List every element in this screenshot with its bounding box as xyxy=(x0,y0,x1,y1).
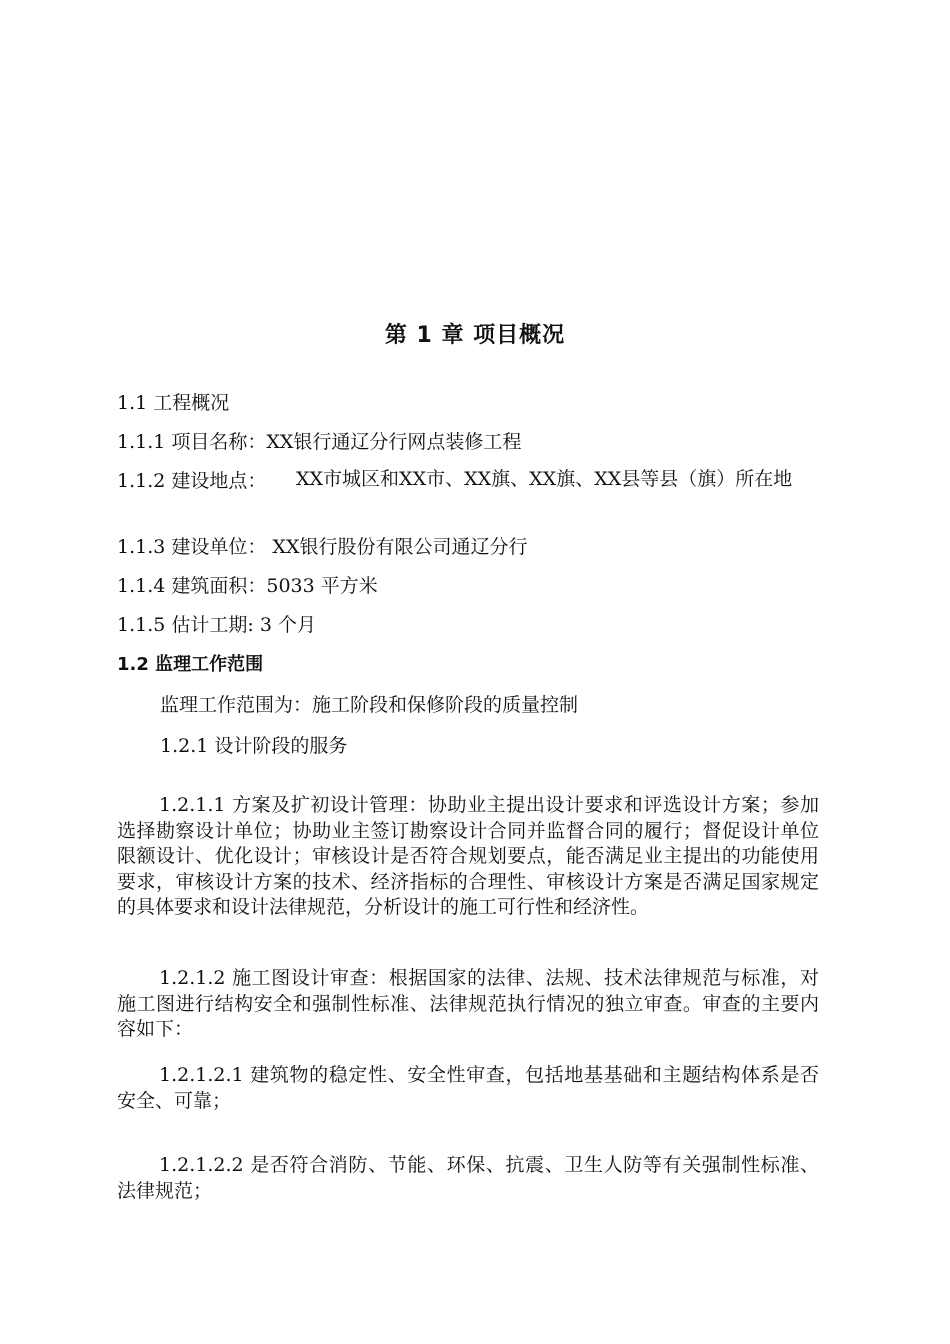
paragraph-drawing-review: 1.2.1.2 施工图设计审查：根据国家的法律、法规、技术法律规范与标准，对施工图进行结构安全和强制性标准、法律规范执行情况的独立审查。审查的主要内容如下： xyxy=(117,967,819,1040)
item-design-stage: 1.2.1 设计阶段的服务 xyxy=(160,735,348,757)
scope-text: 监理工作范围为：施工阶段和保修阶段的质量控制 xyxy=(160,694,579,716)
item-location-value: XX市城区和XX市、XX旗、XX旗、XX县等县（旗）所在地 xyxy=(296,468,793,490)
item-construction-unit: 1.1.3 建设单位： XX银行股份有限公司通辽分行 xyxy=(117,536,528,558)
section-1-1-heading: 1.1 工程概况 xyxy=(117,392,230,414)
item-building-area: 1.1.4 建筑面积：5033 平方米 xyxy=(117,575,378,597)
item-duration: 1.1.5 估计工期: 3 个月 xyxy=(117,614,316,636)
section-1-2-heading: 1.2 监理工作范围 xyxy=(117,654,264,675)
item-location-label: 1.1.2 建设地点： xyxy=(117,470,267,492)
paragraph-mandatory-standards: 1.2.1.2.2 是否符合消防、节能、环保、抗震、卫生人防等有关强制性标准、法律规范； xyxy=(117,1154,819,1202)
chapter-title: 第 1 章 项目概况 xyxy=(384,323,566,348)
paragraph-scheme-design: 1.2.1.1 方案及扩初设计管理：协助业主提出设计要求和评选设计方案；参加选择勘察设计单位；协助业主签订勘察设计合同并监督合同的履行；督促设计单位限额设计、优化设计；审核设计是否符合规划要点，能否满足业主提出的功能使用要求，审核设计方案的技术、经济指标的合理性、审核设计方案是否满足国家规定的具体要求和设计法律规范，分析设计的施工可行性和经济性。 xyxy=(117,794,819,918)
paragraph-stability-review: 1.2.1.2.1 建筑物的稳定性、安全性审查，包括地基基础和主题结构体系是否安全、可靠； xyxy=(117,1064,819,1112)
item-project-name: 1.1.1 项目名称：XX银行通辽分行网点装修工程 xyxy=(117,431,522,453)
